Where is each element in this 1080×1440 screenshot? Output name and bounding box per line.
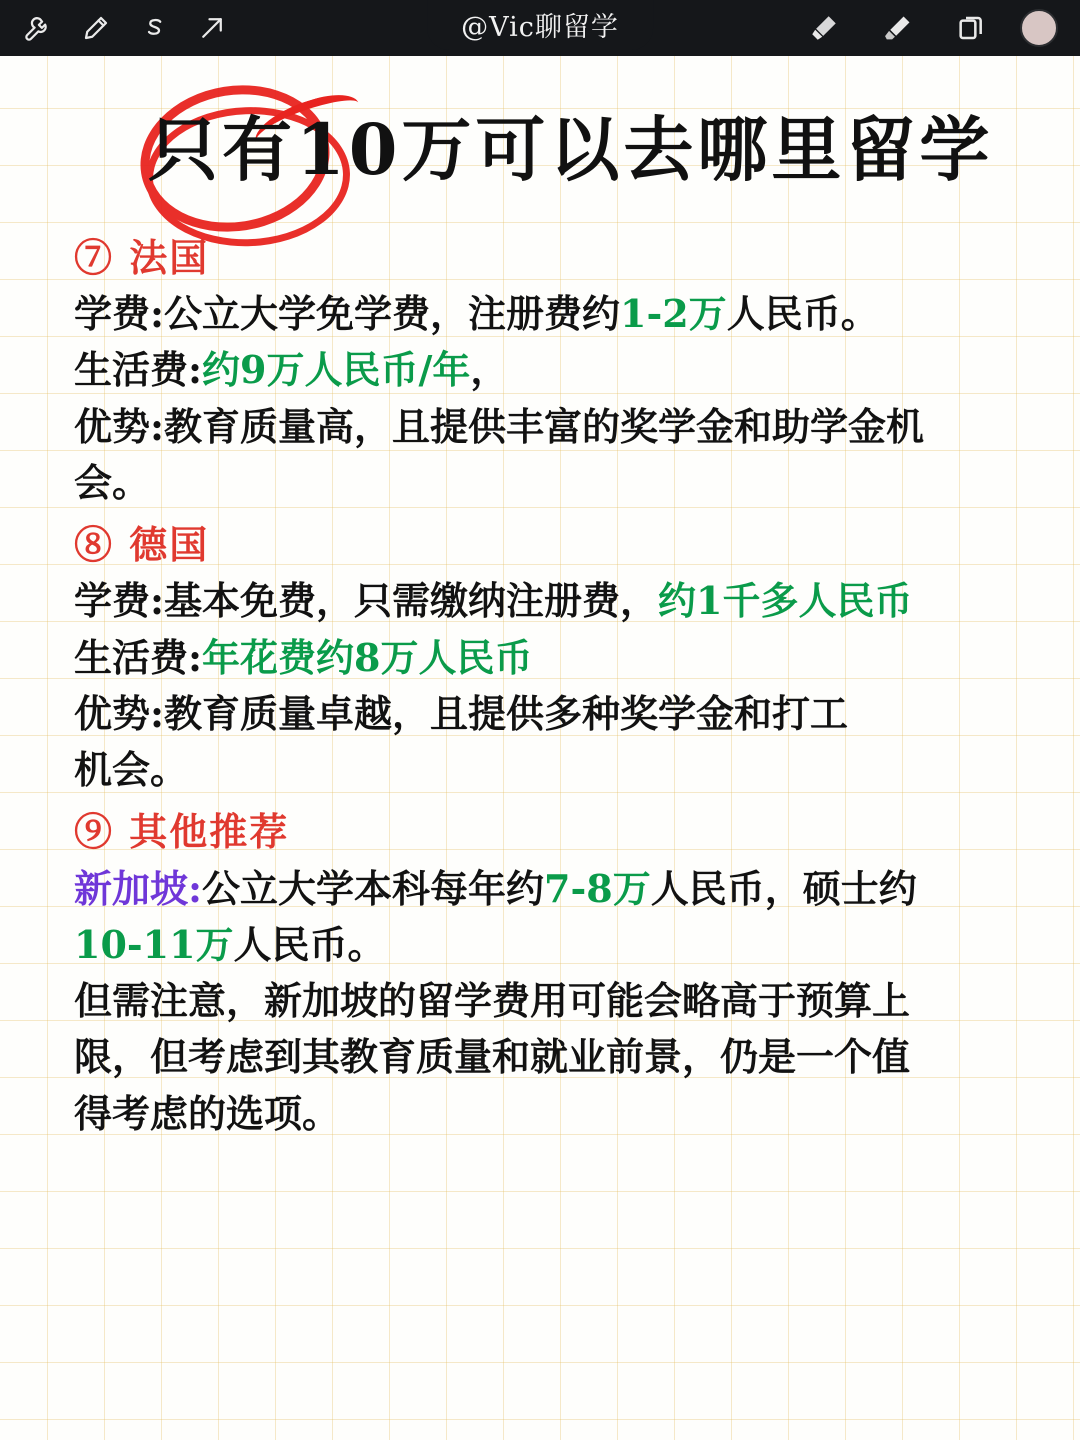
layers-icon[interactable] [946, 5, 998, 51]
watermark-label: @Vic聊留学 [427, 0, 653, 50]
section-germany [74, 517, 1018, 798]
section-heading: ⑨ 其他推荐 [74, 809, 290, 855]
note-line: 限，但考虑到其教育质量和就业前景，仍是一个值 [74, 1034, 911, 1080]
note-line: 10-11万人民币。 [74, 921, 386, 967]
eraser-icon[interactable] [872, 5, 924, 51]
note-line: 生活费:约9万人民币/年， [74, 347, 509, 393]
note-sheet [0, 56, 1080, 1440]
note-line: 新加坡:公立大学本科每年约7-8万人民币，硕士约 [74, 865, 917, 911]
note-line: 生活费:年花费约8万人民币 [74, 634, 533, 680]
toolbar-left-group [0, 5, 238, 51]
toolbar-right-group [798, 5, 1080, 51]
color-swatch[interactable] [1020, 9, 1058, 47]
note-line: 会。 [74, 459, 151, 505]
note-line: 优势:教育质量高，且提供丰富的奖学金和助学金机 [74, 403, 925, 449]
wrench-icon[interactable] [12, 5, 64, 51]
note-line: 机会。 [74, 747, 189, 793]
section-heading: ⑦ 法国 [74, 235, 210, 280]
pen-tool-icon[interactable] [70, 5, 122, 51]
note-line: 学费:公立大学免学费，注册费约1-2万人民币。 [74, 291, 879, 337]
note-line: 学费:基本免费，只需缴纳注册费，约1千多人民币 [74, 578, 913, 624]
page-title: 只有10万可以去哪里留学 [148, 108, 994, 191]
section-heading: ⑧ 德国 [74, 522, 210, 568]
note-title-area [0, 86, 1080, 206]
note-line: 得考虑的选项。 [74, 1090, 341, 1136]
note-line: 但需注意，新加坡的留学费用可能会略高于预算上 [74, 978, 911, 1024]
arrow-icon[interactable] [186, 5, 238, 51]
section-france [74, 230, 1018, 511]
marker-icon[interactable] [798, 5, 850, 51]
section-others [74, 804, 1018, 1141]
note-line: 优势:教育质量卓越，且提供多种奖学金和打工 [74, 690, 849, 736]
note-body [0, 206, 1080, 1142]
shape-s-icon[interactable] [128, 5, 180, 51]
